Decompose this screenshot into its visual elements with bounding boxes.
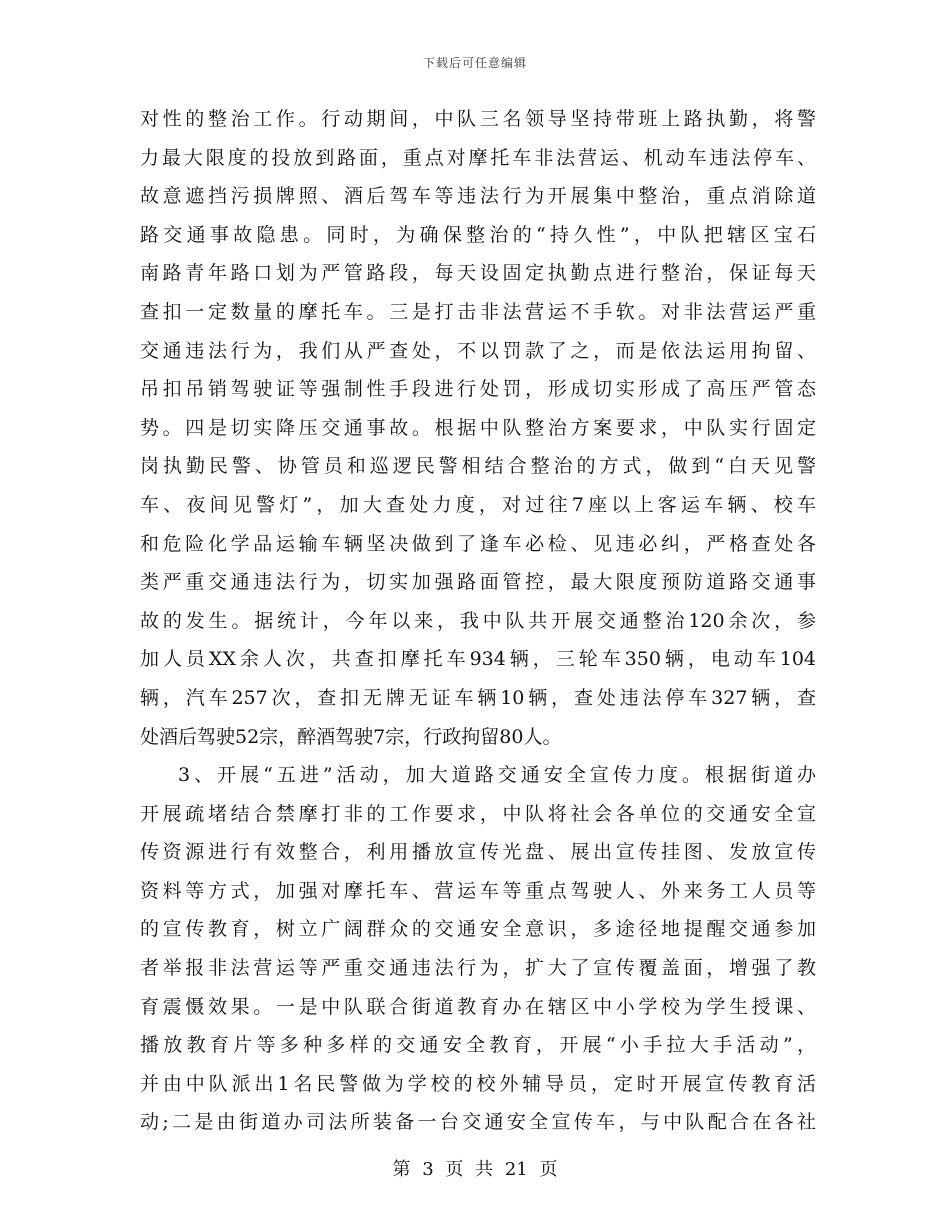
text-line: 岗执勤民警、协管员和巡逻民警相结合整治的方式，做到“白天见警 (140, 455, 816, 478)
text-line: 开展疏堵结合禁摩打非的工作要求，中队将社会各单位的交通安全宣 (140, 802, 816, 825)
text-line: 势。四是切实降压交通事故。根据中队整治方案要求，中队实行固定 (140, 416, 816, 439)
text-line: 故的发生。据统计，今年以来，我中队共开展交通整治120余次，参 (140, 609, 816, 632)
text-line: 查扣一定数量的摩托车。三是打击非法营运不手软。对非法营运严重 (140, 300, 816, 323)
text-line: 者举报非法营运等严重交通违法行为，扩大了宣传覆盖面，增强了教 (140, 957, 816, 980)
text-line: 交通违法行为，我们从严查处，不以罚款了之，而是依法运用拘留、 (140, 339, 816, 362)
text-line: 吊扣吊销驾驶证等强制性手段进行处罚，形成切实形成了高压严管态 (140, 378, 816, 401)
text-line: 路交通事故隐患。同时，为确保整治的“持久性”，中队把辖区宝石 (140, 223, 816, 246)
text-line: 辆，汽车257次，查扣无牌无证车辆10辆，查处违法停车327辆，查 (140, 686, 816, 709)
text-line: 3、开展“五进”活动，加大道路交通安全宣传力度。根据街道办 (178, 764, 816, 787)
text-line: 并由中队派出1名民警做为学校的校外辅导员，定时开展宣传教育活 (140, 1072, 816, 1095)
page-footer: 第 3 页 共 21 页 (392, 1159, 558, 1180)
text-line: 加人员XX余人次，共查扣摩托车934辆，三轮车350辆，电动车104 (140, 648, 816, 671)
text-line: 播放教育片等多种多样的交通安全教育，开展“小手拉大手活动”， (140, 1034, 816, 1057)
body-text (140, 100, 816, 1142)
text-line: 处酒后驾驶52宗，醉酒驾驶7宗，行政拘留80人。 (140, 725, 562, 748)
text-line: 传资源进行有效整合，利用播放宣传光盘、展出宣传挂图、发放宣传 (140, 841, 816, 864)
text-line: 动;二是由街道办司法所装备一台交通安全宣传车，与中队配合在各社 (140, 1111, 816, 1134)
text-line: 力最大限度的投放到路面，重点对摩托车非法营运、机动车违法停车、 (140, 146, 816, 169)
text-line: 类严重交通违法行为，切实加强路面管控，最大限度预防道路交通事 (140, 571, 816, 594)
text-line: 对性的整治工作。行动期间，中队三名领导坚持带班上路执勤，将警 (140, 108, 816, 130)
text-line: 资料等方式，加强对摩托车、营运车等重点驾驶人、外来务工人员等 (140, 879, 816, 902)
paragraph-2 (140, 756, 816, 1142)
text-line: 故意遮挡污损牌照、酒后驾车等违法行为开展集中整治，重点消除道 (140, 185, 816, 208)
text-line: 和危险化学品运输车辆坚决做到了逢车必检、见违必纠，严格查处各 (140, 532, 816, 555)
page-header: 下载后可任意编辑 (422, 56, 527, 70)
text-line: 的宣传教育，树立广阔群众的交通安全意识，多途径地提醒交通参加 (140, 918, 816, 941)
text-line: 车、夜间见警灯”，加大查处力度，对过往7座以上客运车辆、校车 (140, 493, 816, 516)
text-line: 育震慑效果。一是中队联合街道教育办在辖区中小学校为学生授课、 (140, 995, 816, 1018)
text-line: 南路青年路口划为严管路段，每天设固定执勤点进行整治，保证每天 (140, 262, 816, 285)
paragraph-1 (140, 100, 816, 756)
